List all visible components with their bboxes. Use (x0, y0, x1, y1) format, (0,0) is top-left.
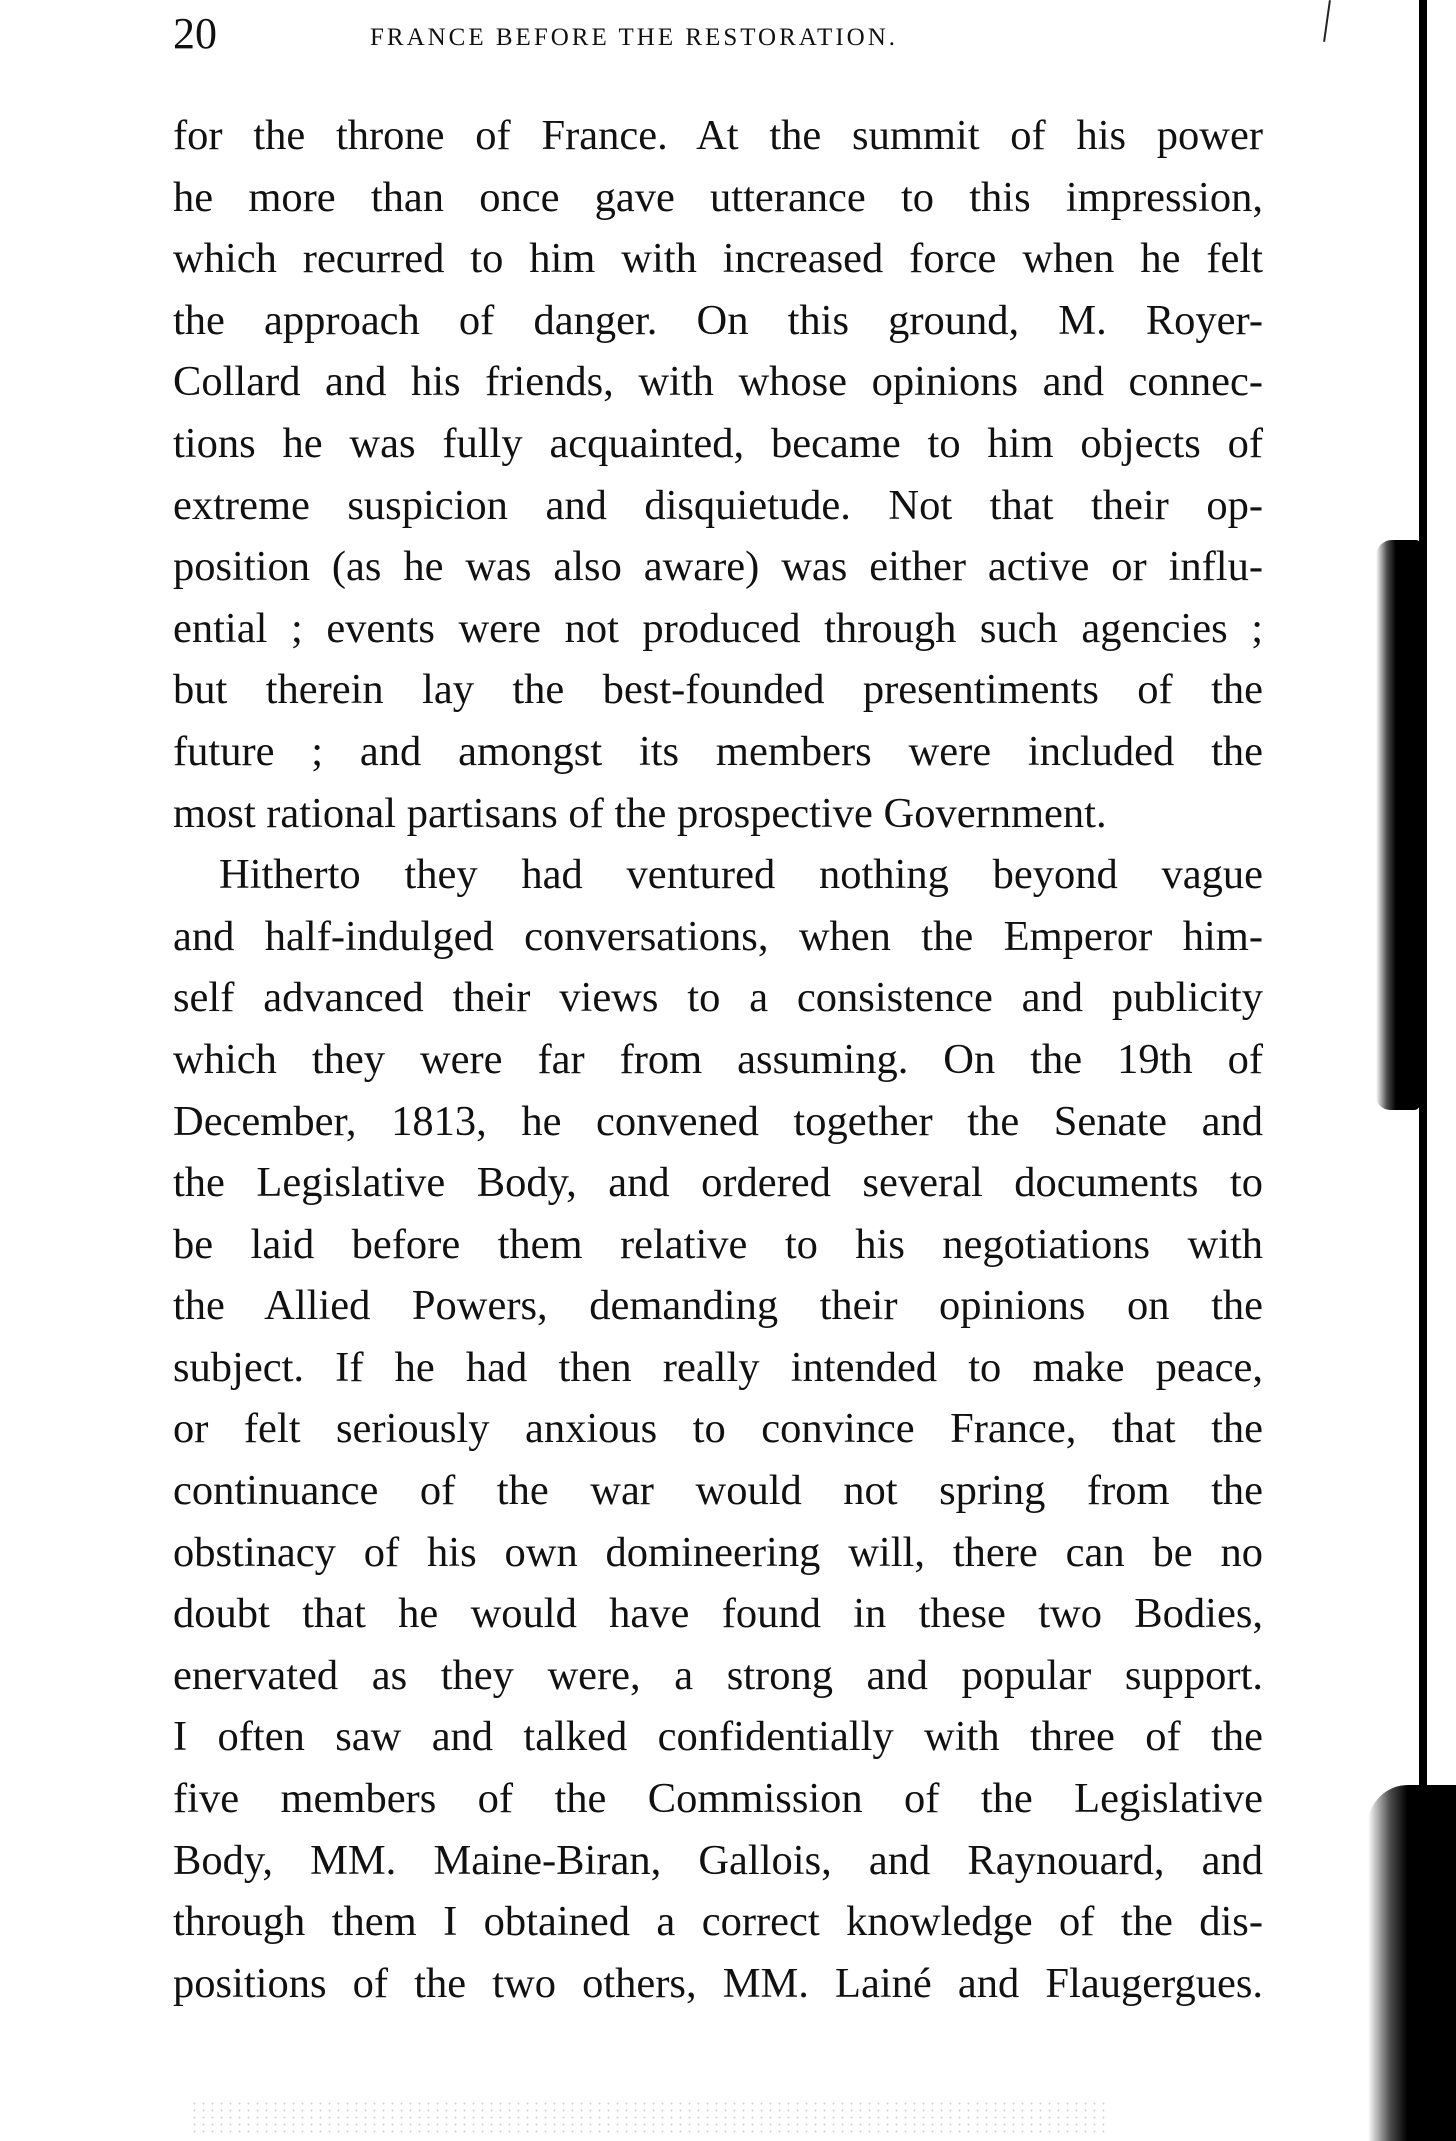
text-line: Collard and his friends, with whose opinions and connec- (173, 358, 1263, 406)
text-line: Body, MM. Maine-Biran, Gallois, and Raynouard, and (173, 1836, 1263, 1884)
text-line: self advanced their views to a consistence and publicity (173, 974, 1263, 1022)
text-line: tions he was fully acquainted, became to him objects of (173, 419, 1263, 467)
text-line: positions of the two others, MM. Lainé and Flaugergues. (173, 1959, 1263, 2007)
text-line: five members of the Commission of the Legislative (173, 1775, 1263, 1823)
text-line: or felt seriously anxious to convince France, that the (173, 1405, 1263, 1453)
text-line: December, 1813, he convened together the Senate and (173, 1097, 1263, 1145)
text-line: Hitherto they had ventured nothing beyond vague (219, 851, 1263, 899)
text-line: be laid before them relative to his negotiations with (173, 1220, 1263, 1268)
text-line: he more than once gave utterance to this impression, (173, 173, 1263, 221)
text-line: future ; and amongst its members were included the (173, 727, 1263, 775)
text-line: I often saw and talked confidentially with three of the (173, 1713, 1263, 1761)
scan-smudge-upper (1376, 540, 1420, 1110)
text-line: through them I obtained a correct knowledge of the dis- (173, 1898, 1263, 1946)
text-line: the Allied Powers, demanding their opinions on the (173, 1282, 1263, 1330)
page-number: 20 (173, 9, 217, 58)
scan-stray-mark (1323, 0, 1331, 42)
running-head (173, 6, 1263, 66)
text-line: subject. If he had then really intended to make peace, (173, 1343, 1263, 1391)
text-line: position (as he was also aware) was either active or influ- (173, 543, 1263, 591)
text-line: extreme suspicion and disquietude. Not that their op- (173, 481, 1263, 529)
running-title: FRANCE BEFORE THE RESTORATION. (370, 24, 899, 51)
body-text (173, 105, 1263, 2014)
page-edge-line (1419, 0, 1427, 2141)
text-line: doubt that he would have found in these two Bodies, (173, 1590, 1263, 1638)
text-line: which they were far from assuming. On the 19th of (173, 1035, 1263, 1083)
text-line: the approach of danger. On this ground, M. Royer- (173, 296, 1263, 344)
text-line: obstinacy of his own domineering will, there can be no (173, 1528, 1263, 1576)
text-line: which recurred to him with increased force when he felt (173, 235, 1263, 283)
text-line: most rational partisans of the prospective Government. (173, 789, 1107, 837)
text-line: ential ; events were not produced through such agencies ; (173, 604, 1263, 652)
scan-speckle (190, 2100, 1110, 2136)
text-line: continuance of the war would not spring from the (173, 1467, 1263, 1515)
text-line: for the throne of France. At the summit of his power (173, 112, 1263, 159)
text-line: the Legislative Body, and ordered several documents to (173, 1159, 1263, 1207)
text-line: and half-indulged conversations, when the Emperor him- (173, 912, 1263, 960)
text-line: but therein lay the best-founded presentiments of the (173, 666, 1263, 714)
text-line: enervated as they were, a strong and popular support. (173, 1651, 1263, 1699)
scan-smudge-lower (1368, 1785, 1456, 2141)
